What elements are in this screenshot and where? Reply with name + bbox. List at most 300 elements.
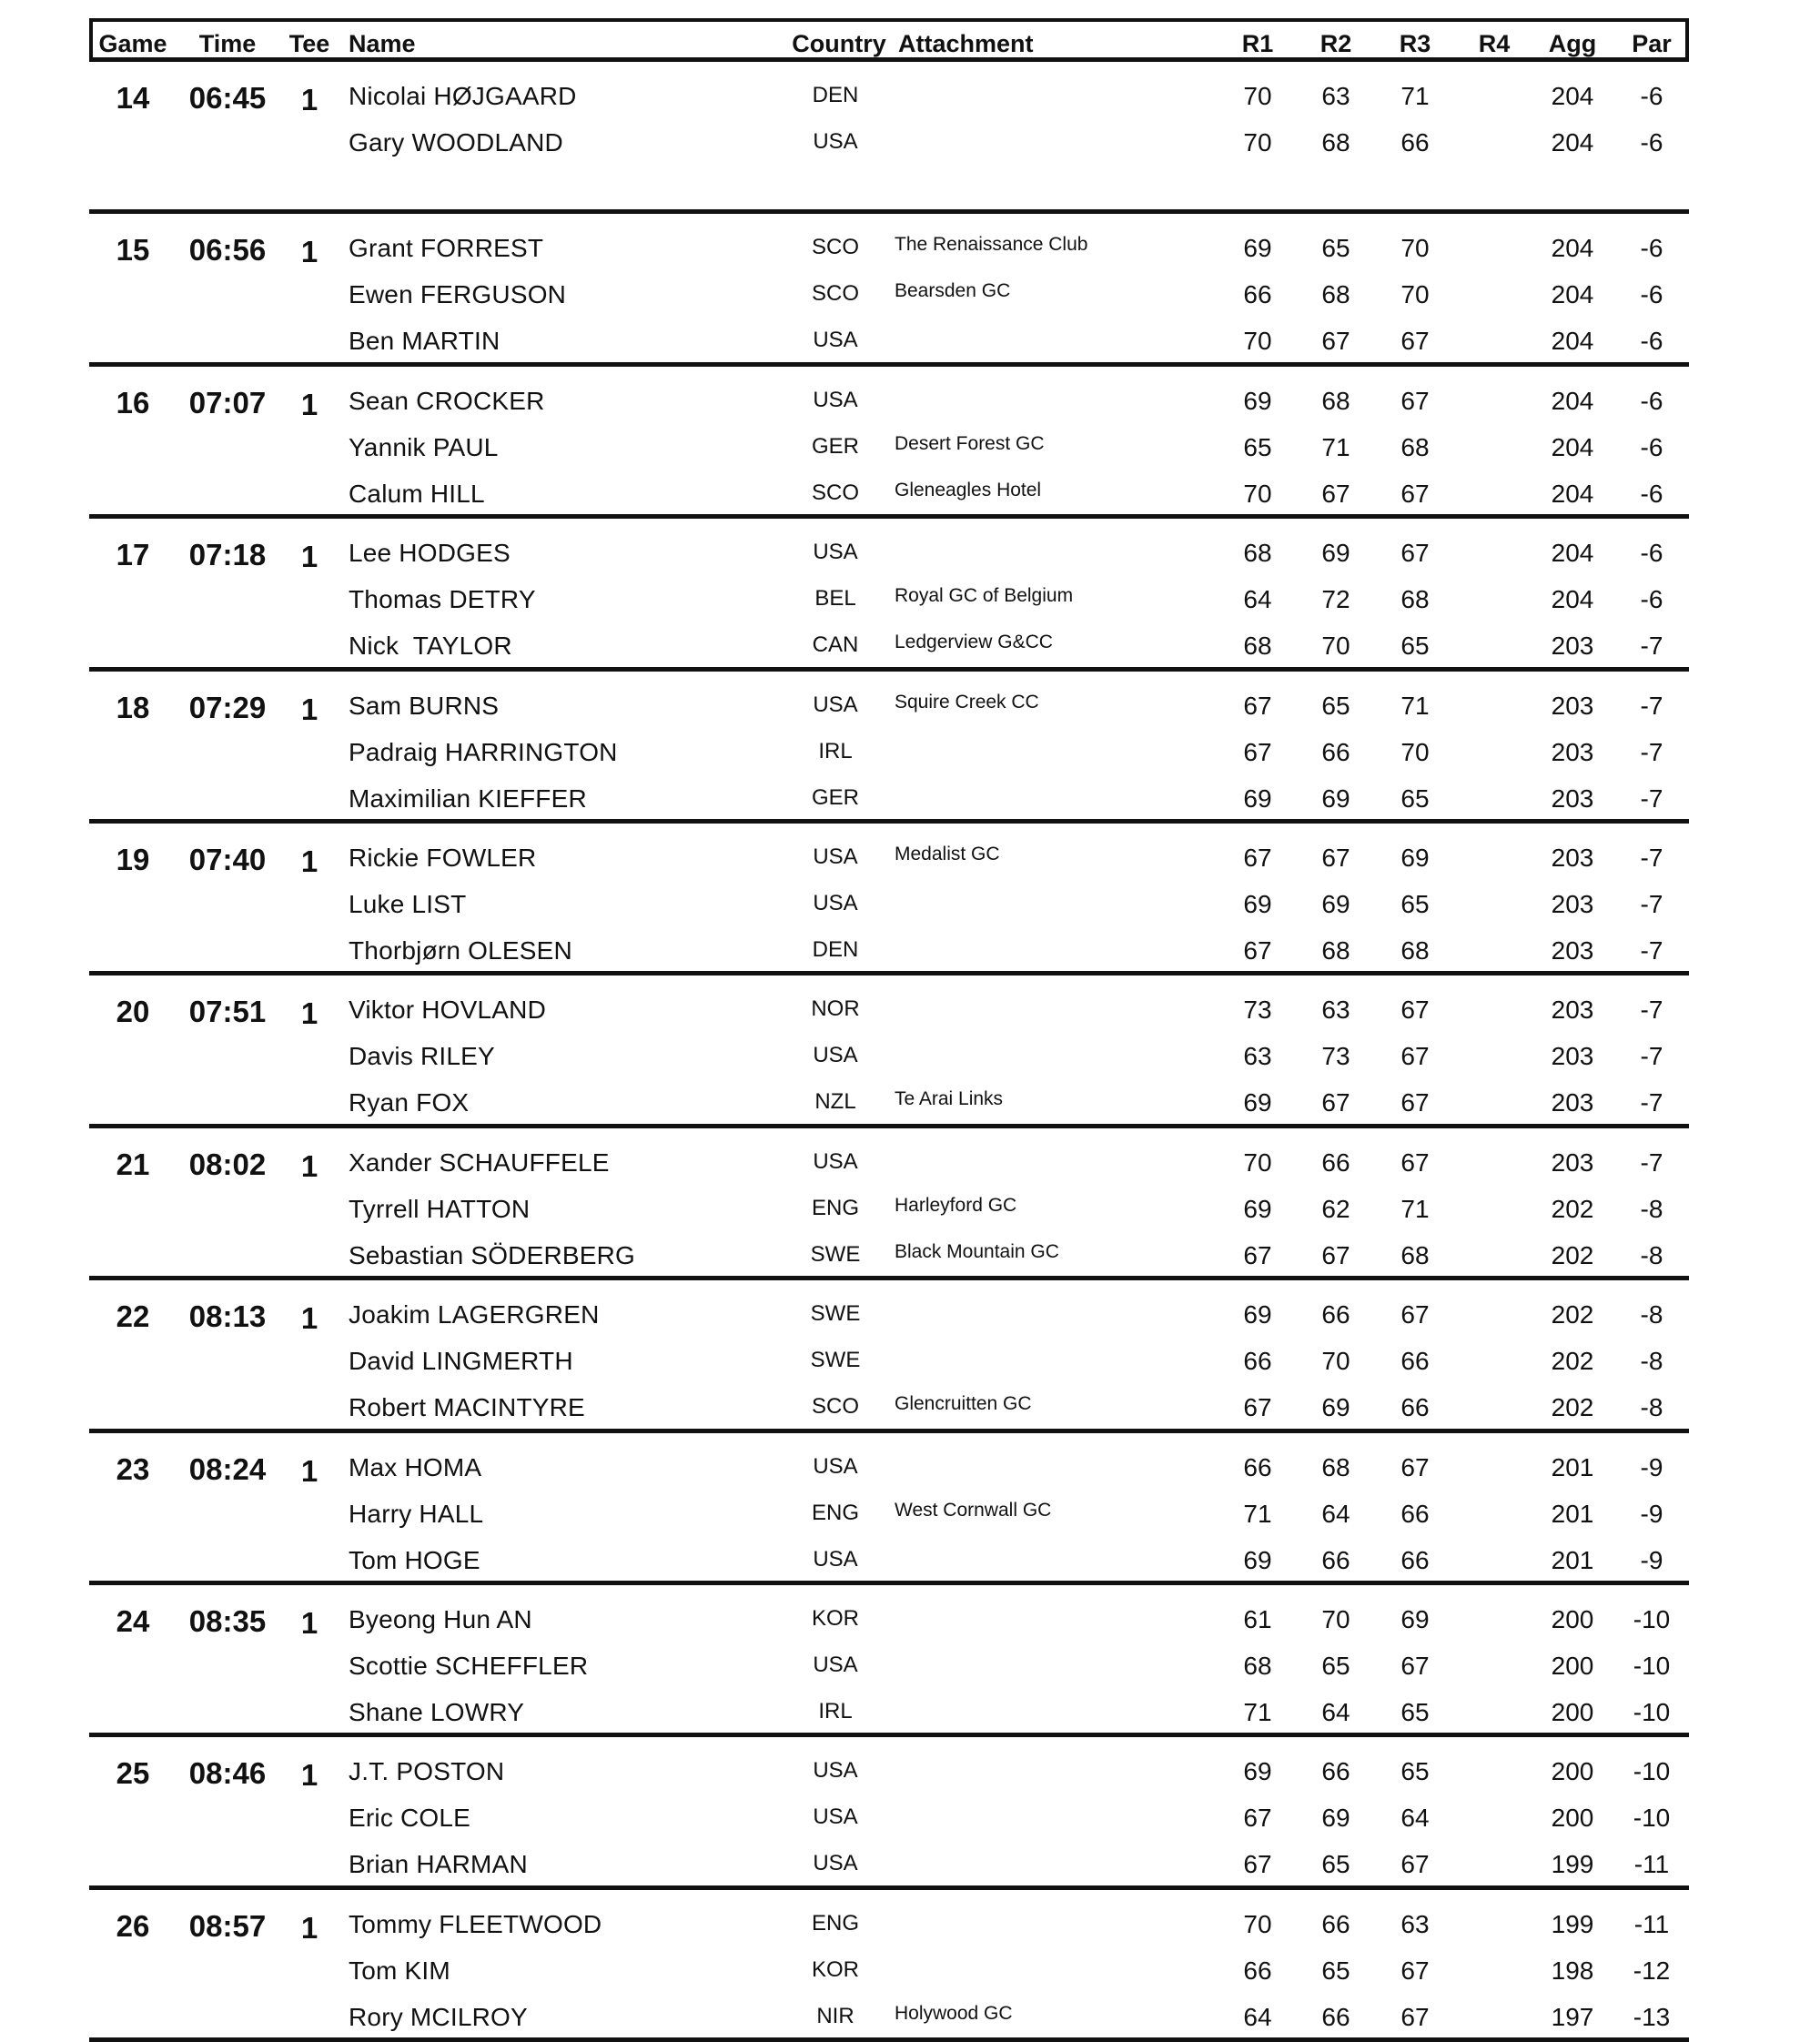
header-r2: R2 [1320,30,1352,57]
player-attachment: Glencruitten GC [895,1393,1032,1415]
score-agg: 203 [1551,632,1594,661]
score-agg: 204 [1551,585,1594,614]
player-row [89,1748,1820,1794]
tee-number: 1 [300,1605,318,1640]
score-r2: 66 [1321,1147,1350,1177]
player-row [89,1291,1820,1337]
player-country: USA [813,692,858,717]
player-name: Tommy FLEETWOOD [349,1909,602,1938]
score-r1: 69 [1243,889,1272,918]
score-agg: 199 [1551,1850,1594,1879]
player-name: Byeong Hun AN [349,1604,532,1633]
player-country: USA [813,328,858,353]
score-r1: 67 [1243,1393,1272,1422]
tee-number: 1 [300,844,318,878]
score-r3: 68 [1400,1240,1430,1269]
player-name: Sam BURNS [349,691,500,720]
score-r3: 69 [1400,1604,1430,1633]
score-par: -7 [1640,691,1663,720]
tee-group [89,1890,1689,2042]
score-par: -8 [1640,1393,1663,1422]
tee-group [89,1585,1689,1737]
game-number: 16 [116,385,150,420]
player-country: IRL [818,1698,853,1724]
player-attachment: Black Mountain GC [895,1240,1059,1262]
player-row [89,73,1820,118]
score-par: -11 [1633,1909,1670,1938]
score-r3: 65 [1400,889,1430,918]
score-r3: 67 [1400,1300,1430,1329]
player-country: SCO [811,1394,859,1420]
player-row [89,470,1820,516]
player-name: Harry HALL [349,1499,484,1528]
game-number: 14 [116,81,150,115]
player-country: USA [813,1804,858,1830]
player-country: USA [813,1043,858,1068]
score-par: -8 [1640,1240,1663,1269]
tee-time: 08:13 [188,1299,267,1334]
score-agg: 203 [1551,737,1594,766]
player-country: NOR [811,996,860,1022]
player-name: Tom HOGE [349,1545,480,1574]
tee-group [89,214,1689,366]
player-name: J.T. POSTON [349,1757,505,1786]
player-row [89,225,1820,270]
tee-group [89,1280,1689,1432]
player-name: Luke LIST [349,889,467,918]
score-agg: 203 [1551,1042,1594,1071]
score-r2: 65 [1321,234,1350,263]
tee-time: 07:07 [188,385,267,420]
player-country: USA [813,540,858,565]
player-country: SCO [811,480,859,505]
player-country: USA [813,1652,858,1677]
player-name: Viktor HOVLAND [349,996,547,1025]
player-name: Calum HILL [349,479,485,508]
score-r1: 73 [1243,996,1272,1025]
tee-time: 07:51 [188,995,267,1029]
tee-time: 08:46 [188,1756,267,1791]
game-number: 17 [116,538,150,572]
player-name: Rory MCILROY [349,2002,528,2031]
player-row [89,1689,1820,1734]
tee-time: 08:24 [188,1451,267,1486]
score-agg: 198 [1551,1956,1594,1985]
player-attachment: The Renaissance Club [895,234,1088,256]
score-r1: 67 [1243,737,1272,766]
tee-number: 1 [300,1758,318,1793]
header-r3: R3 [1399,30,1431,57]
player-name: Robert MACINTYRE [349,1393,585,1422]
player-country: NZL [814,1089,856,1115]
player-country: USA [813,129,858,154]
score-par: -6 [1640,82,1663,110]
score-par: -10 [1633,1697,1671,1726]
game-number: 24 [116,1603,150,1638]
player-row [89,1841,1820,1886]
tee-number: 1 [300,83,318,116]
score-r2: 68 [1321,1452,1350,1481]
score-r3: 68 [1400,585,1430,614]
game-number: 22 [116,1299,150,1334]
tee-group [89,367,1689,519]
tee-number: 1 [300,1910,318,1945]
score-r3: 67 [1400,1147,1430,1177]
score-agg: 200 [1551,1804,1594,1833]
player-row [89,576,1820,622]
player-name: Gary WOODLAND [349,128,563,157]
player-country: USA [813,1546,858,1572]
score-r2: 67 [1321,1240,1350,1269]
tee-number: 1 [300,540,318,574]
score-r3: 65 [1400,1697,1430,1726]
player-name: Nick TAYLOR [349,632,512,661]
score-r2: 72 [1321,585,1350,614]
score-r3: 67 [1400,2002,1430,2031]
score-r2: 67 [1321,479,1350,508]
player-row [89,1232,1820,1278]
player-name: Tyrrell HATTON [349,1194,531,1223]
player-row [89,1491,1820,1536]
score-par: -7 [1640,783,1663,813]
tee-group [89,824,1689,976]
tee-time: 07:18 [188,538,267,572]
score-par: -7 [1640,1147,1663,1177]
tee-time: 07:29 [188,690,267,724]
score-agg: 203 [1551,1147,1594,1177]
score-agg: 204 [1551,280,1594,309]
score-r1: 61 [1243,1604,1272,1633]
player-name: Nicolai HØJGAARD [349,82,577,110]
score-par: -10 [1633,1804,1671,1833]
score-par: -8 [1640,1347,1663,1376]
score-par: -8 [1640,1300,1663,1329]
score-r2: 68 [1321,935,1350,965]
score-r1: 69 [1243,1088,1272,1117]
player-row [89,1947,1820,1993]
score-r2: 70 [1321,632,1350,661]
player-name: Thomas DETRY [349,585,536,614]
player-country: ENG [811,1500,859,1525]
header-par: Par [1632,30,1672,57]
score-par: -13 [1633,2002,1671,2031]
player-country: KOR [811,1605,859,1631]
score-r1: 71 [1243,1697,1272,1726]
player-country: SCO [811,281,859,307]
tee-group [89,519,1689,671]
player-row [89,1537,1820,1582]
player-name: Shane LOWRY [349,1697,525,1726]
player-country: KOR [811,1956,859,1982]
score-r2: 65 [1321,691,1350,720]
player-attachment: Harleyford GC [895,1194,1017,1216]
header-r1: R1 [1241,30,1274,57]
score-agg: 201 [1551,1452,1594,1481]
tee-time: 08:35 [188,1603,267,1638]
score-r1: 66 [1243,280,1272,309]
game-number: 20 [116,995,150,1029]
score-agg: 204 [1551,539,1594,568]
player-country: DEN [812,83,859,107]
score-r3: 67 [1400,1042,1430,1071]
player-name: Padraig HARRINGTON [349,737,618,766]
player-country: SWE [810,1241,861,1267]
tee-group [89,1433,1689,1585]
player-attachment: Royal GC of Belgium [895,585,1074,607]
score-par: -6 [1640,386,1663,415]
player-name: Ryan FOX [349,1088,470,1117]
player-country: BEL [814,586,856,612]
tee-time: 08:02 [188,1147,267,1181]
score-par: -7 [1640,737,1663,766]
player-country: CAN [812,632,859,658]
table-header [89,18,1689,62]
header-agg: Agg [1548,30,1597,57]
player-country: DEN [812,936,859,962]
score-par: -10 [1633,1651,1671,1680]
score-r3: 70 [1400,737,1430,766]
tee-group [89,1128,1689,1280]
score-agg: 203 [1551,691,1594,720]
player-country: ENG [811,1910,859,1936]
score-r1: 68 [1243,1651,1272,1680]
game-number: 21 [116,1147,150,1181]
score-agg: 204 [1551,128,1594,157]
player-name: Rickie FOWLER [349,843,537,872]
score-par: -7 [1640,843,1663,872]
player-country: USA [813,1148,858,1174]
tee-number: 1 [300,1301,318,1336]
player-country: USA [813,387,858,412]
game-number: 23 [116,1451,150,1486]
header-tee: Tee [288,30,330,57]
player-row [89,1338,1820,1383]
score-agg: 204 [1551,82,1594,110]
score-r3: 66 [1400,1347,1430,1376]
score-r1: 64 [1243,585,1272,614]
game-number: 26 [116,1908,150,1943]
score-r3: 65 [1400,783,1430,813]
score-r3: 67 [1400,1956,1430,1985]
player-name: Ben MARTIN [349,327,500,356]
score-r2: 68 [1321,386,1350,415]
score-r1: 69 [1243,1194,1272,1223]
score-r1: 70 [1243,327,1272,356]
player-name: Tom KIM [349,1956,450,1985]
player-country: USA [813,844,858,869]
tee-time: 08:57 [188,1908,267,1943]
score-par: -7 [1640,1042,1663,1071]
player-row [89,530,1820,575]
player-attachment: Gleneagles Hotel [895,479,1042,500]
score-r2: 67 [1321,327,1350,356]
player-attachment: Bearsden GC [895,280,1011,302]
player-row [89,1079,1820,1125]
score-r2: 65 [1321,1850,1350,1879]
score-r2: 67 [1321,1088,1350,1117]
score-par: -6 [1640,128,1663,157]
score-agg: 200 [1551,1757,1594,1786]
score-agg: 202 [1551,1240,1594,1269]
player-name: Ewen FERGUSON [349,280,567,309]
tee-number: 1 [300,387,318,421]
score-agg: 203 [1551,843,1594,872]
score-r2: 66 [1321,1300,1350,1329]
player-name: Scottie SCHEFFLER [349,1651,589,1680]
score-par: -6 [1640,479,1663,508]
player-country: ENG [811,1195,859,1220]
player-name: Brian HARMAN [349,1850,528,1879]
player-row [89,927,1820,973]
player-country: USA [813,1851,858,1876]
score-r1: 69 [1243,234,1272,263]
score-r3: 63 [1400,1909,1430,1938]
score-r3: 70 [1400,234,1430,263]
score-r1: 63 [1243,1042,1272,1071]
score-r3: 67 [1400,996,1430,1025]
player-attachment: Ledgerview G&CC [895,632,1053,653]
score-r1: 67 [1243,1850,1272,1879]
score-par: -7 [1640,935,1663,965]
tee-number: 1 [300,692,318,726]
player-row [89,271,1820,317]
score-r3: 67 [1400,327,1430,356]
player-row [89,1901,1820,1946]
player-row [89,622,1820,668]
tee-time: 07:40 [188,842,267,876]
score-r2: 64 [1321,1499,1350,1528]
score-par: -6 [1640,234,1663,263]
score-par: -10 [1633,1757,1671,1786]
score-r3: 67 [1400,479,1430,508]
score-agg: 201 [1551,1545,1594,1574]
score-r2: 66 [1321,1545,1350,1574]
player-row [89,1033,1820,1078]
player-row [89,881,1820,926]
score-r3: 66 [1400,128,1430,157]
score-agg: 199 [1551,1909,1594,1938]
score-r3: 66 [1400,1545,1430,1574]
score-r1: 66 [1243,1452,1272,1481]
tee-times-table [0,62,1820,2042]
score-agg: 204 [1551,432,1594,461]
score-agg: 203 [1551,996,1594,1025]
score-r2: 68 [1321,280,1350,309]
score-par: -10 [1633,1604,1671,1633]
player-row [89,729,1820,774]
score-agg: 202 [1551,1194,1594,1223]
score-agg: 202 [1551,1347,1594,1376]
score-agg: 202 [1551,1393,1594,1422]
score-r3: 71 [1400,691,1430,720]
score-agg: 200 [1551,1604,1594,1633]
score-r1: 66 [1243,1956,1272,1985]
score-r2: 66 [1321,2002,1350,2031]
score-r1: 68 [1243,632,1272,661]
tee-group [89,1737,1689,1889]
tee-time: 06:56 [188,233,267,268]
score-r2: 69 [1321,783,1350,813]
score-r1: 70 [1243,1147,1272,1177]
player-country: USA [813,1453,858,1479]
player-attachment: Desert Forest GC [895,432,1045,454]
score-agg: 204 [1551,386,1594,415]
score-par: -11 [1633,1850,1670,1879]
score-r3: 68 [1400,935,1430,965]
score-r1: 67 [1243,935,1272,965]
score-r3: 67 [1400,386,1430,415]
player-country: GER [811,784,859,810]
score-agg: 197 [1551,2002,1594,2031]
tee-number: 1 [300,1453,318,1488]
player-name: Max HOMA [349,1452,482,1481]
player-name: Sebastian SÖDERBERG [349,1240,636,1269]
score-r2: 65 [1321,1651,1350,1680]
player-name: David LINGMERTH [349,1347,573,1376]
score-agg: 204 [1551,479,1594,508]
player-country: SWE [810,1348,861,1373]
player-row [89,1643,1820,1688]
score-par: -7 [1640,1088,1663,1117]
header-attachment: Attachment [898,30,1034,57]
tee-group [89,672,1689,824]
score-agg: 203 [1551,935,1594,965]
header-country: Country [792,30,886,57]
score-r1: 69 [1243,1545,1272,1574]
player-country: SCO [811,235,859,260]
score-r3: 67 [1400,539,1430,568]
score-agg: 200 [1551,1697,1594,1726]
score-par: -6 [1640,327,1663,356]
score-agg: 204 [1551,327,1594,356]
score-par: -9 [1640,1452,1663,1481]
player-country: IRL [818,738,853,763]
player-row [89,1444,1820,1490]
score-par: -9 [1640,1499,1663,1528]
player-country: NIR [816,2003,854,2028]
player-row [89,378,1820,423]
score-r1: 69 [1243,783,1272,813]
score-r2: 66 [1321,1757,1350,1786]
score-par: -6 [1640,585,1663,614]
score-r2: 63 [1321,996,1350,1025]
score-r2: 69 [1321,539,1350,568]
score-r3: 64 [1400,1804,1430,1833]
player-attachment: Squire Creek CC [895,691,1039,713]
game-number: 19 [116,842,150,876]
score-r3: 67 [1400,1850,1430,1879]
score-par: -6 [1640,280,1663,309]
score-par: -9 [1640,1545,1663,1574]
score-r3: 66 [1400,1499,1430,1528]
tee-group [89,976,1689,1127]
score-r3: 66 [1400,1393,1430,1422]
player-country: GER [811,433,859,459]
score-r3: 69 [1400,843,1430,872]
player-name: Sean CROCKER [349,386,545,415]
score-agg: 203 [1551,783,1594,813]
player-name: Thorbjørn OLESEN [349,935,572,965]
score-r3: 68 [1400,432,1430,461]
score-r3: 67 [1400,1651,1430,1680]
player-row [89,1794,1820,1840]
score-par: -7 [1640,632,1663,661]
score-par: -6 [1640,539,1663,568]
tee-time: 06:45 [188,81,267,115]
score-r1: 70 [1243,82,1272,110]
score-agg: 201 [1551,1499,1594,1528]
header-r4: R4 [1478,30,1511,57]
